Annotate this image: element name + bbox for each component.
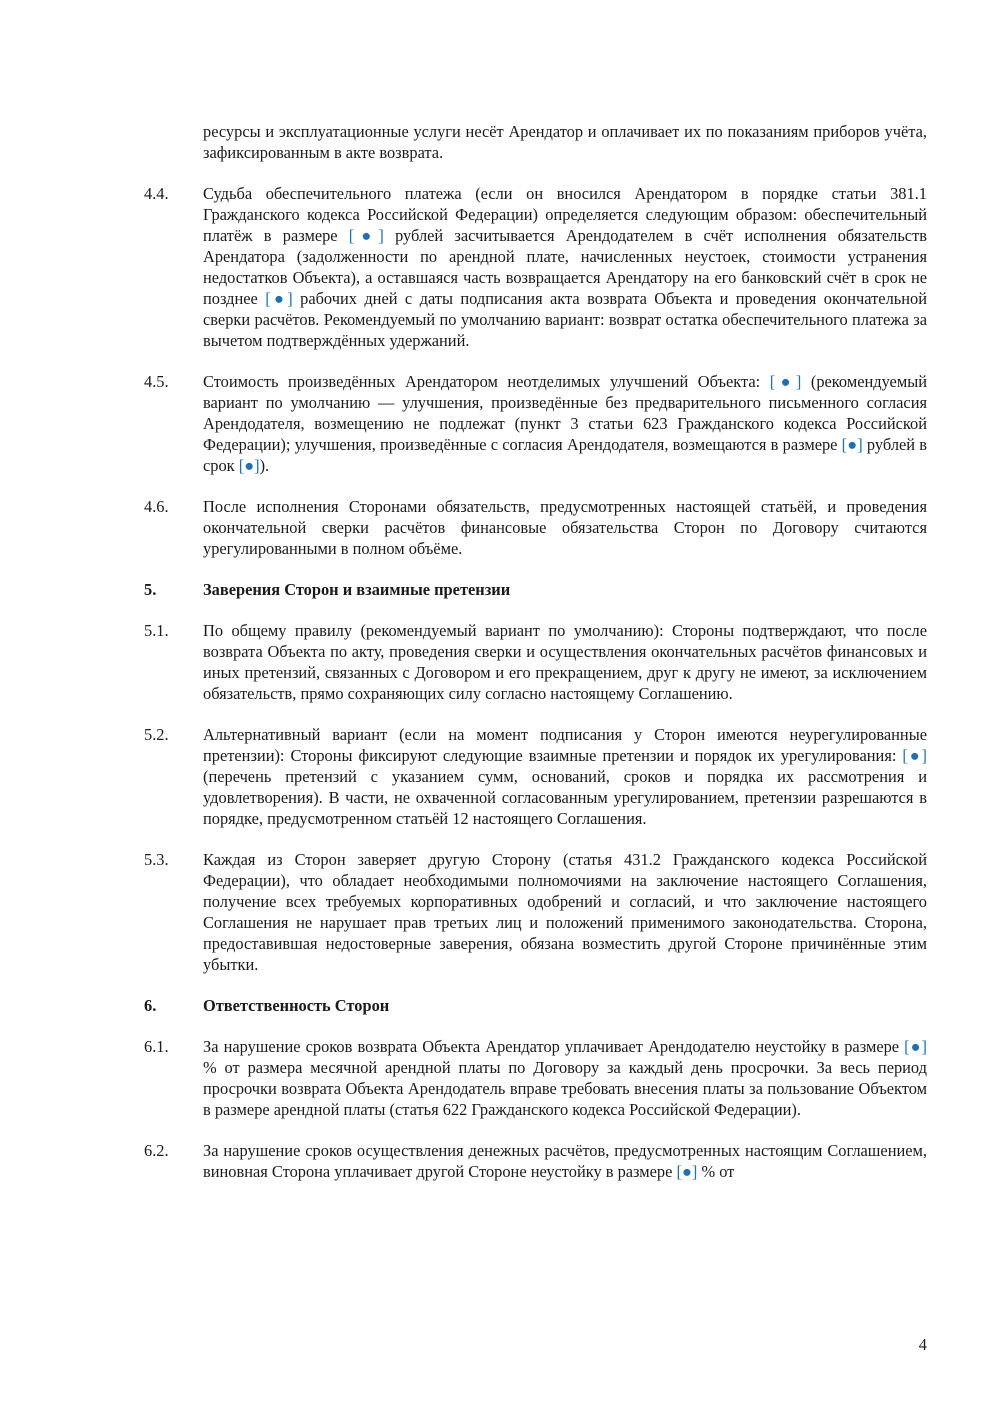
clause-text-part: Стоимость произведённых Арендатором неотделимых улучшений Объекта: bbox=[203, 372, 770, 391]
clause-4-4 bbox=[144, 183, 927, 351]
clause-text-part: За нарушение сроков возврата Объекта Арендатор уплачивает Арендодателю неустойку в размере bbox=[203, 1037, 905, 1056]
document-body bbox=[144, 121, 927, 1202]
clause-text-part: (рекомендуемый вариант по умолчанию — улучшения, произведённые без предварительного письменного согласия Арендодателя, возмещению не подлежат (пункт 3 статьи 623 Гражданского кодекса Российской Федерации); улучшения, произведённые с согласия Арендодателя, возмещаются в размере bbox=[203, 372, 927, 454]
clause-text-part: (перечень претензий с указанием сумм, оснований, сроков и порядка их рассмотрения и удовлетворения). В части, не охваченной согласованным урегулированием, претензии разрешаются в порядке, предусмотренном статьёй 12 настоящего Соглашения. bbox=[203, 767, 927, 828]
clause-text-part: рабочих дней с даты подписания акта возврата Объекта и проведения окончательной сверки расчётов. Рекомендуемый по умолчанию вариант: возврат остатка обеспечительного платежа за вычетом подтверждённых удержаний. bbox=[203, 289, 927, 350]
clause-number: 5.1. bbox=[144, 621, 169, 640]
clause-number: 5.2. bbox=[144, 725, 169, 744]
paragraph-text: ресурсы и эксплуатационные услуги несёт Арендатор и оплачивает их по показаниям приборов учёта, зафиксированным в акте возврата. bbox=[203, 122, 927, 162]
clause-text bbox=[203, 1036, 927, 1120]
section-title: Заверения Сторон и взаимные претензии bbox=[203, 580, 511, 599]
clause-number: 4.5. bbox=[144, 372, 169, 391]
section-heading-6 bbox=[144, 995, 927, 1016]
paragraph-continuation bbox=[144, 121, 927, 163]
section-title: Ответственность Сторон bbox=[203, 996, 390, 1015]
clause-text-part: % от bbox=[697, 1162, 735, 1181]
clause-5-2 bbox=[144, 724, 927, 829]
page-number: 4 bbox=[918, 1335, 927, 1354]
clause-text-part: Судьба обеспечительного платежа (если он вносился Арендатором в порядке статьи 381.1 Гражданского кодекса Российской Федерации) определяется следующим образом: обеспечительный платёж в размере bbox=[203, 184, 927, 245]
section-number: 6. bbox=[144, 996, 157, 1015]
clause-number: 6.1. bbox=[144, 1037, 169, 1056]
placeholder-marker: [●] bbox=[348, 226, 384, 245]
placeholder-marker: [●] bbox=[904, 1037, 927, 1056]
placeholder-marker: [●] bbox=[841, 435, 863, 454]
clause-6-2 bbox=[144, 1140, 927, 1182]
clause-text: По общему правилу (рекомендуемый вариант по умолчанию): Стороны подтверждают, что после возврата Объекта по акту, проведения сверки и осуществления окончательных расчётов финансовых и иных претензий, связанных с Договором и его прекращением, друг к другу не имеют, за исключением обязательств, прямо сохраняющих силу согласно настоящему Соглашению. bbox=[203, 621, 927, 703]
clause-text bbox=[203, 1140, 927, 1182]
placeholder-marker: [●] bbox=[265, 289, 293, 308]
clause-text-part: За нарушение сроков осуществления денежных расчётов, предусмотренных настоящим Соглашением, виновная Сторона уплачивает другой Стороне неустойку в размере bbox=[203, 1141, 927, 1181]
placeholder-marker: [●] bbox=[769, 372, 802, 391]
clause-6-1 bbox=[144, 1036, 927, 1120]
clause-text bbox=[203, 724, 927, 829]
clause-number: 6.2. bbox=[144, 1141, 169, 1160]
clause-text bbox=[203, 183, 927, 351]
placeholder-marker: [●] bbox=[238, 456, 260, 475]
clause-text bbox=[203, 371, 927, 476]
placeholder-marker: [●] bbox=[676, 1162, 698, 1181]
clause-text-part: Альтернативный вариант (если на момент подписания у Сторон имеются неурегулированные претензии): Стороны фиксируют следующие взаимные претензии и порядок их урегулирования: bbox=[203, 725, 927, 765]
clause-text-part: рублей в срок bbox=[203, 435, 927, 475]
clause-text: Каждая из Сторон заверяет другую Сторону (статья 431.2 Гражданского кодекса Российской Федерации), что обладает необходимыми полномочиями на заключение настоящего Соглашения, получение всех требуемых корпоративных одобрений и согласий, и что заключение настоящего Соглашения не нарушает прав третьих лиц и положений применимого законодательства. Сторона, предоставившая недостоверные заверения, обязана возместить другой Стороне причинённые этим убытки. bbox=[203, 850, 927, 974]
clause-4-6 bbox=[144, 496, 927, 559]
clause-number: 4.6. bbox=[144, 497, 169, 516]
clause-5-3 bbox=[144, 849, 927, 975]
clause-number: 5.3. bbox=[144, 850, 169, 869]
clause-text-part: рублей засчитывается Арендодателем в счёт исполнения обязательств Арендатора (задолженности по арендной плате, начисленных неустоек, стоимости устранения недостатков Объекта), а оставшаяся часть возвращается Арендатору на его банковский счёт в срок не позднее bbox=[203, 226, 927, 308]
clause-text-part: ). bbox=[259, 456, 270, 475]
section-heading-5 bbox=[144, 579, 927, 600]
section-number: 5. bbox=[144, 580, 157, 599]
clause-number: 4.4. bbox=[144, 184, 169, 203]
clause-text-part: % от размера месячной арендной платы по Договору за каждый день просрочки. За весь период просрочки возврата Объекта Арендодатель вправе требовать внесения платы за пользование Объектом в размере арендной платы (статья 622 Гражданского кодекса Российской Федерации). bbox=[203, 1058, 927, 1119]
clause-text: После исполнения Сторонами обязательств, предусмотренных настоящей статьёй, и проведения окончательной сверки расчётов финансовые обязательства Сторон по Договору считаются урегулированными в полном объёме. bbox=[203, 497, 927, 558]
clause-5-1 bbox=[144, 620, 927, 704]
clause-4-5 bbox=[144, 371, 927, 476]
placeholder-marker: [●] bbox=[902, 746, 927, 765]
